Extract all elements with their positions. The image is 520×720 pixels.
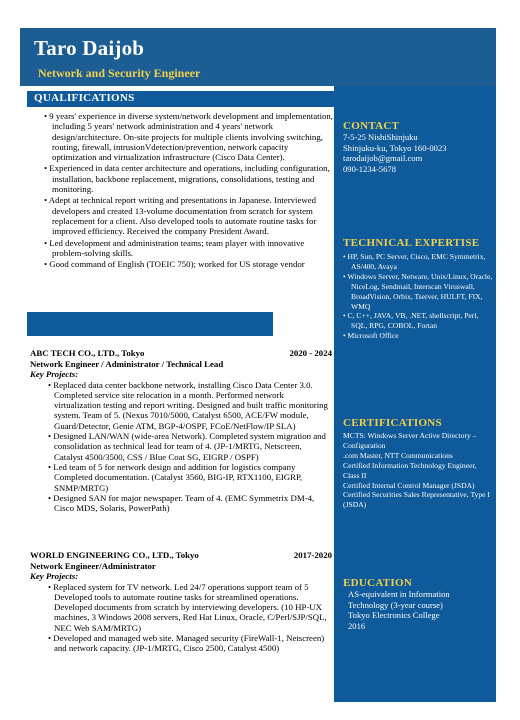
technical-item: • C, C++, JAVA, VB, .NET, shellscript, Perl, SQL, RPG, COBOL, Fortan — [343, 311, 479, 331]
certifications-list — [343, 431, 493, 510]
qualification-item: • Led development and administration teams; team player with innovative problem-solving skills. — [44, 237, 305, 258]
project-item: • Designed SAN for major newspaper. Team of 4. (EMC Symmetrix DM-4, Cisco MDS, Solaris, PowerPath) — [48, 492, 315, 514]
sidebar — [334, 86, 496, 702]
education-heading: EDUCATION — [343, 577, 413, 589]
key-projects-label: Key Projects: — [30, 369, 79, 380]
technical-list — [343, 252, 493, 341]
certification-item: Certified Internal Control Manager (JSDA) — [343, 480, 475, 490]
certification-item: MCTS: Windows Server Active Directory – Configuration — [343, 431, 477, 450]
project-item: • Developed and managed web site. Managed security (FireWall-1, Netscreen) and network capacity. (JP-1/MRTG, Cisco 2500, Catalyst 4500) — [48, 633, 325, 654]
resume-header — [20, 28, 496, 86]
job-header — [30, 550, 332, 561]
qualifications-heading: QUALIFICATIONS — [34, 92, 135, 104]
project-list — [30, 380, 332, 514]
project-item: • Replaced data center backbone network, installing Cisco Data Center 3.0. Completed service site relocation in a month. Performed network virtualization testing and report writing. Designed and built traffic monitoring system. Team of 5. (Nexus 7010/5000, Catalyst 6500, ACE/FW module, Guard/Detector, Genie ATM, BGP-4/OSPF, FCoE/NetFlow/IP SLA) — [48, 379, 328, 431]
project-item: • Replaced system for TV network. Led 24/7 operations support team of 5 Developed tools to automate routine tasks for streamlined operations. Developed documents from scratch by interviewing developers. (10 HP-UX machines, 3 Windows 2008 servers, Red Hat Linux, Oracle, C/Perl/SJP/SQL, NEC Web SAM/MRTG) — [48, 581, 327, 633]
project-item: • Led team of 5 for network design and addition for logistics company Completed documentation. (Catalyst 3560, BIG-IP, RTX1100, EIGRP, SNMP/MRTG) — [48, 461, 303, 493]
certifications-heading: CERTIFICATIONS — [343, 417, 442, 429]
qualification-item: • Experienced in data center architecture and operations, including configuration, installation, backbone replacement, migrations, consolidations, testing and monitoring. — [44, 163, 330, 195]
certification-item: Certified Information Technology Engineer, Class II — [343, 460, 477, 480]
job-dates: 2017-2020 — [293, 550, 332, 560]
contact-address-line2: Shinjuku-ku, Tokyo 160-0023 — [343, 142, 447, 153]
contact-email: tarodaijob@gmail.com — [343, 153, 423, 164]
experience-heading-bar — [27, 312, 273, 336]
job-entry — [30, 550, 332, 654]
education-details — [348, 589, 488, 631]
job-dates: 2020 - 2024 — [289, 348, 332, 358]
contact-address-line1: 7-5-25 NishiShinjuku — [343, 132, 418, 142]
technical-item: • Microsoft Office — [343, 331, 399, 341]
job-title: Network Engineer / Administrator / Technical Lead — [30, 359, 224, 369]
key-projects-label: Key Projects: — [30, 571, 79, 582]
certification-item: Certified Securities Sales Representative, Type I (JSDA) — [343, 490, 490, 510]
contact-phone: 090-1234-5678 — [343, 163, 396, 174]
education-degree: AS-equivalent in Information Technology (3-year course) — [348, 589, 450, 610]
contact-details — [343, 132, 493, 174]
contact-heading: CONTACT — [343, 120, 400, 132]
technical-item: • Windows Server, Netware, Unix/Linux, Oracle, NiceLog, Sendmail, Interscan Viruswall, BroadVision, Orbix, Tserver, HULFT, FIX, WMQ — [343, 271, 493, 311]
project-item: • Designed LAN/WAN (wide-area Network). Completed system migration and consolidation as technical lead for team of 4. (JP-1/MRTG, Netscreen, Catalyst 4500/3500, CSS / Blue Coat SG, EIGRP / OSPF) — [48, 431, 326, 462]
candidate-title: Network and Security Engineer — [38, 66, 201, 80]
qualification-item: • Good command of English (TOEIC 750); worked for US storage vendor — [44, 259, 305, 270]
job-company: WORLD ENGINEERING CO., LTD., Tokyo — [30, 550, 199, 560]
qualifications-heading-bar — [27, 91, 335, 107]
education-year: 2016 — [348, 620, 366, 631]
job-header — [30, 348, 332, 359]
project-list — [30, 582, 332, 654]
education-school: Tokyo Electronics College — [348, 610, 440, 621]
job-company: ABC TECH CO., LTD., Tokyo — [30, 348, 145, 358]
candidate-name: Taro Daijob — [34, 36, 145, 60]
technical-heading: TECHNICAL EXPERTISE — [343, 237, 480, 249]
technical-item: • HP, Sun, PC Server, Cisco, EMC Symmetrix, AS/400, Avaya — [343, 252, 486, 271]
certification-item: .com Master, NTT Communications — [343, 450, 453, 460]
qualification-item: • Adept at technical report writing and presentations in Japanese. Interviewed developers and created 13-volume documentation from scratch for system replacement for a client. Also developed tools to automate routine tasks for improved efficiency. Received the company President Award. — [44, 195, 317, 237]
qualification-item: • 9 years' experience in diverse system/network development and implementation, including 5 years' network administration and 4 years' network design/architecture. On-site projects for multiple clients involving switching, routing, firewall, intrusionVdetection/prevention, network capacity optimization and virtualization infrastructure (Cisco Data Center). — [44, 111, 334, 163]
job-title: Network Engineer/Administrator — [30, 561, 156, 571]
qualifications-list — [44, 111, 334, 270]
job-entry — [30, 348, 332, 513]
